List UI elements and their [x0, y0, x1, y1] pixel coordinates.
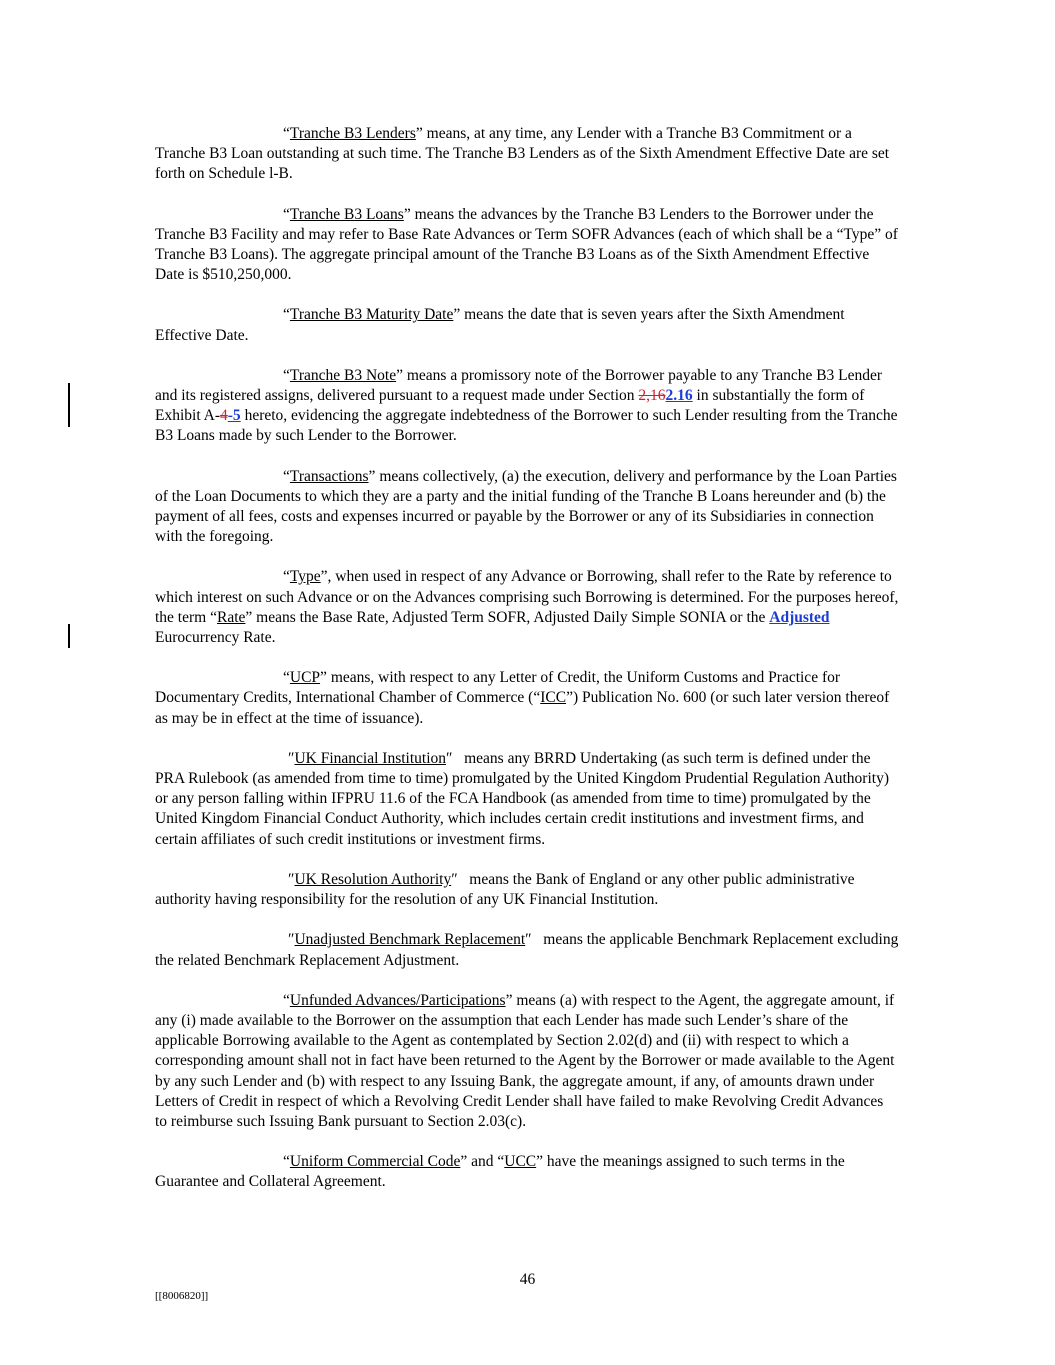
definition-unfunded-advances: “Unfunded Advances/Participations” means (a) with respect to the Agent, the aggregate amount, if any (i) made available to the Borrower on the assumption that each Lender has made such Lender’s share of the applicable Borrowing available to the Agent as contemplated by Section 2.02(d) and (ii) with respect to which a corresponding amount shall not in fact have been returned to the Agent by the Borrower or made available to the Agent by any such Lender and (b) with respect to any Issuing Bank, the aggregate amount, if any, of amounts drawn under Letters of Credit in respect of which a Revolving Credit Lender shall have failed to make Revolving Credit Advances to reimburse such Issuing Bank pursuant to Section 2.03(c).	[155, 991, 895, 1130]
definition-tranche-b3-lenders: “Tranche B3 Lenders” means, at any time, any Lender with a Tranche B3 Commitment or a Tranche B3 Loan outstanding at such time. The Tranche B3 Lenders as of the Sixth Amendment Effective Date are set forth on Schedule l-B.	[155, 125, 890, 183]
definition-tranche-b3-note: “Tranche B3 Note” means a promissory note of the Borrower payable to any Tranche B3 Lender and its registered assigns, delivered pursuant to a request made under Section 2,162.16 in substantially the form of Exhibit A-4-5 hereto, evidencing the aggregate indebtedness of the Borrower to such Lender resulting from the Tranche B3 Loans made by such Lender to the Borrower.	[155, 366, 898, 445]
inserted-text: Adjusted	[769, 608, 830, 626]
defined-term: Unfunded Advances/Participations	[289, 991, 506, 1009]
definition-ucp: “UCP” means, with respect to any Letter of Credit, the Uniform Customs and Practice for Documentary Credits, International Chamber of Commerce (“ICC”) Publication No. 600 (or such later version thereof as may be in effect at the time of issuance).	[155, 669, 890, 727]
defined-term: Transactions	[289, 467, 369, 485]
change-bar	[68, 383, 70, 427]
defined-term: Uniform Commercial Code	[289, 1153, 461, 1171]
inserted-text: -5	[227, 407, 241, 425]
document-id: [[8006820]]	[155, 1290, 209, 1302]
defined-term: UK Resolution Authority	[294, 870, 452, 888]
deleted-text: 2,16	[638, 387, 666, 405]
definition-transactions: “Transactions” means collectively, (a) the execution, delivery and performance by the Loan Parties of the Loan Documents to which they are a party and the initial funding of the Tranche B Loans hereunder and (b) the payment of all fees, costs and expenses incurred or payable by the Borrower or any of its Subsidiaries in connection with the foregoing.	[155, 467, 897, 546]
defined-term: Unadjusted Benchmark Replacement	[294, 931, 526, 949]
definition-uniform-commercial-code: “Uniform Commercial Code” and “UCC” have the meanings assigned to such terms in the Guarantee and Collateral Agreement.	[155, 1153, 845, 1191]
defined-term: Tranche B3 Lenders	[289, 125, 416, 142]
defined-term: ICC	[540, 689, 567, 707]
document-body	[155, 124, 903, 1213]
defined-term: Tranche B3 Maturity Date	[289, 306, 454, 324]
change-bar	[68, 624, 70, 648]
definition-uk-resolution-authority: ″UK Resolution Authority″ means the Bank of England or any other public administrative authority having responsibility for the resolution of any UK Financial Institution.	[155, 870, 859, 909]
defined-term: Tranche B3 Note	[289, 366, 397, 384]
definition-tranche-b3-loans: “Tranche B3 Loans” means the advances by the Tranche B3 Lenders to the Borrower under the Tranche B3 Facility and may refer to Base Rate Advances or Term SOFR Advances (each of which shall be a “Type” of Tranche B3 Loans). The aggregate principal amount of the Tranche B3 Loans as of the Sixth Amendment Effective Date is $510,250,000.	[155, 205, 898, 284]
defined-term: Type	[289, 568, 321, 586]
defined-term: UK Financial Institution	[294, 749, 447, 767]
defined-term: Tranche B3 Loans	[289, 205, 404, 223]
page-number: 46	[519, 1271, 536, 1288]
definition-unadjusted-benchmark-replacement: ″Unadjusted Benchmark Replacement″ means the applicable Benchmark Replacement excluding the related Benchmark Replacement Adjustment.	[155, 931, 903, 969]
defined-term: UCP	[289, 669, 321, 687]
defined-term: UCC	[504, 1153, 537, 1171]
definition-tranche-b3-maturity-date: “Tranche B3 Maturity Date” means the date that is seven years after the Sixth Amendment Effective Date.	[155, 306, 845, 344]
inserted-text: 2.16	[665, 387, 693, 405]
definition-uk-financial-institution: ″UK Financial Institution″ means any BRRD Undertaking (as such term is defined under the PRA Rulebook (as amended from time to time) promulgated by the United Kingdom Prudential Regulation Authority) or any person falling within IFPRU 11.6 of the FCA Handbook (as amended from time to time) promulgated by the United Kingdom Financial Conduct Authority, which includes certain credit institutions and investment firms, and certain affiliates of such credit institutions or investment firms.	[155, 749, 893, 848]
definition-type: “Type”, when used in respect of any Advance or Borrowing, shall refer to the Rate by reference to which interest on such Advance or on the Advances comprising such Borrowing is determined. For the purposes hereof, the term “Rate” means the Base Rate, Adjusted Term SOFR, Adjusted Daily Simple SONIA or the Adjusted Eurocurrency Rate.	[155, 568, 899, 647]
defined-term: Rate	[216, 608, 246, 626]
deleted-text: 4	[220, 407, 228, 425]
